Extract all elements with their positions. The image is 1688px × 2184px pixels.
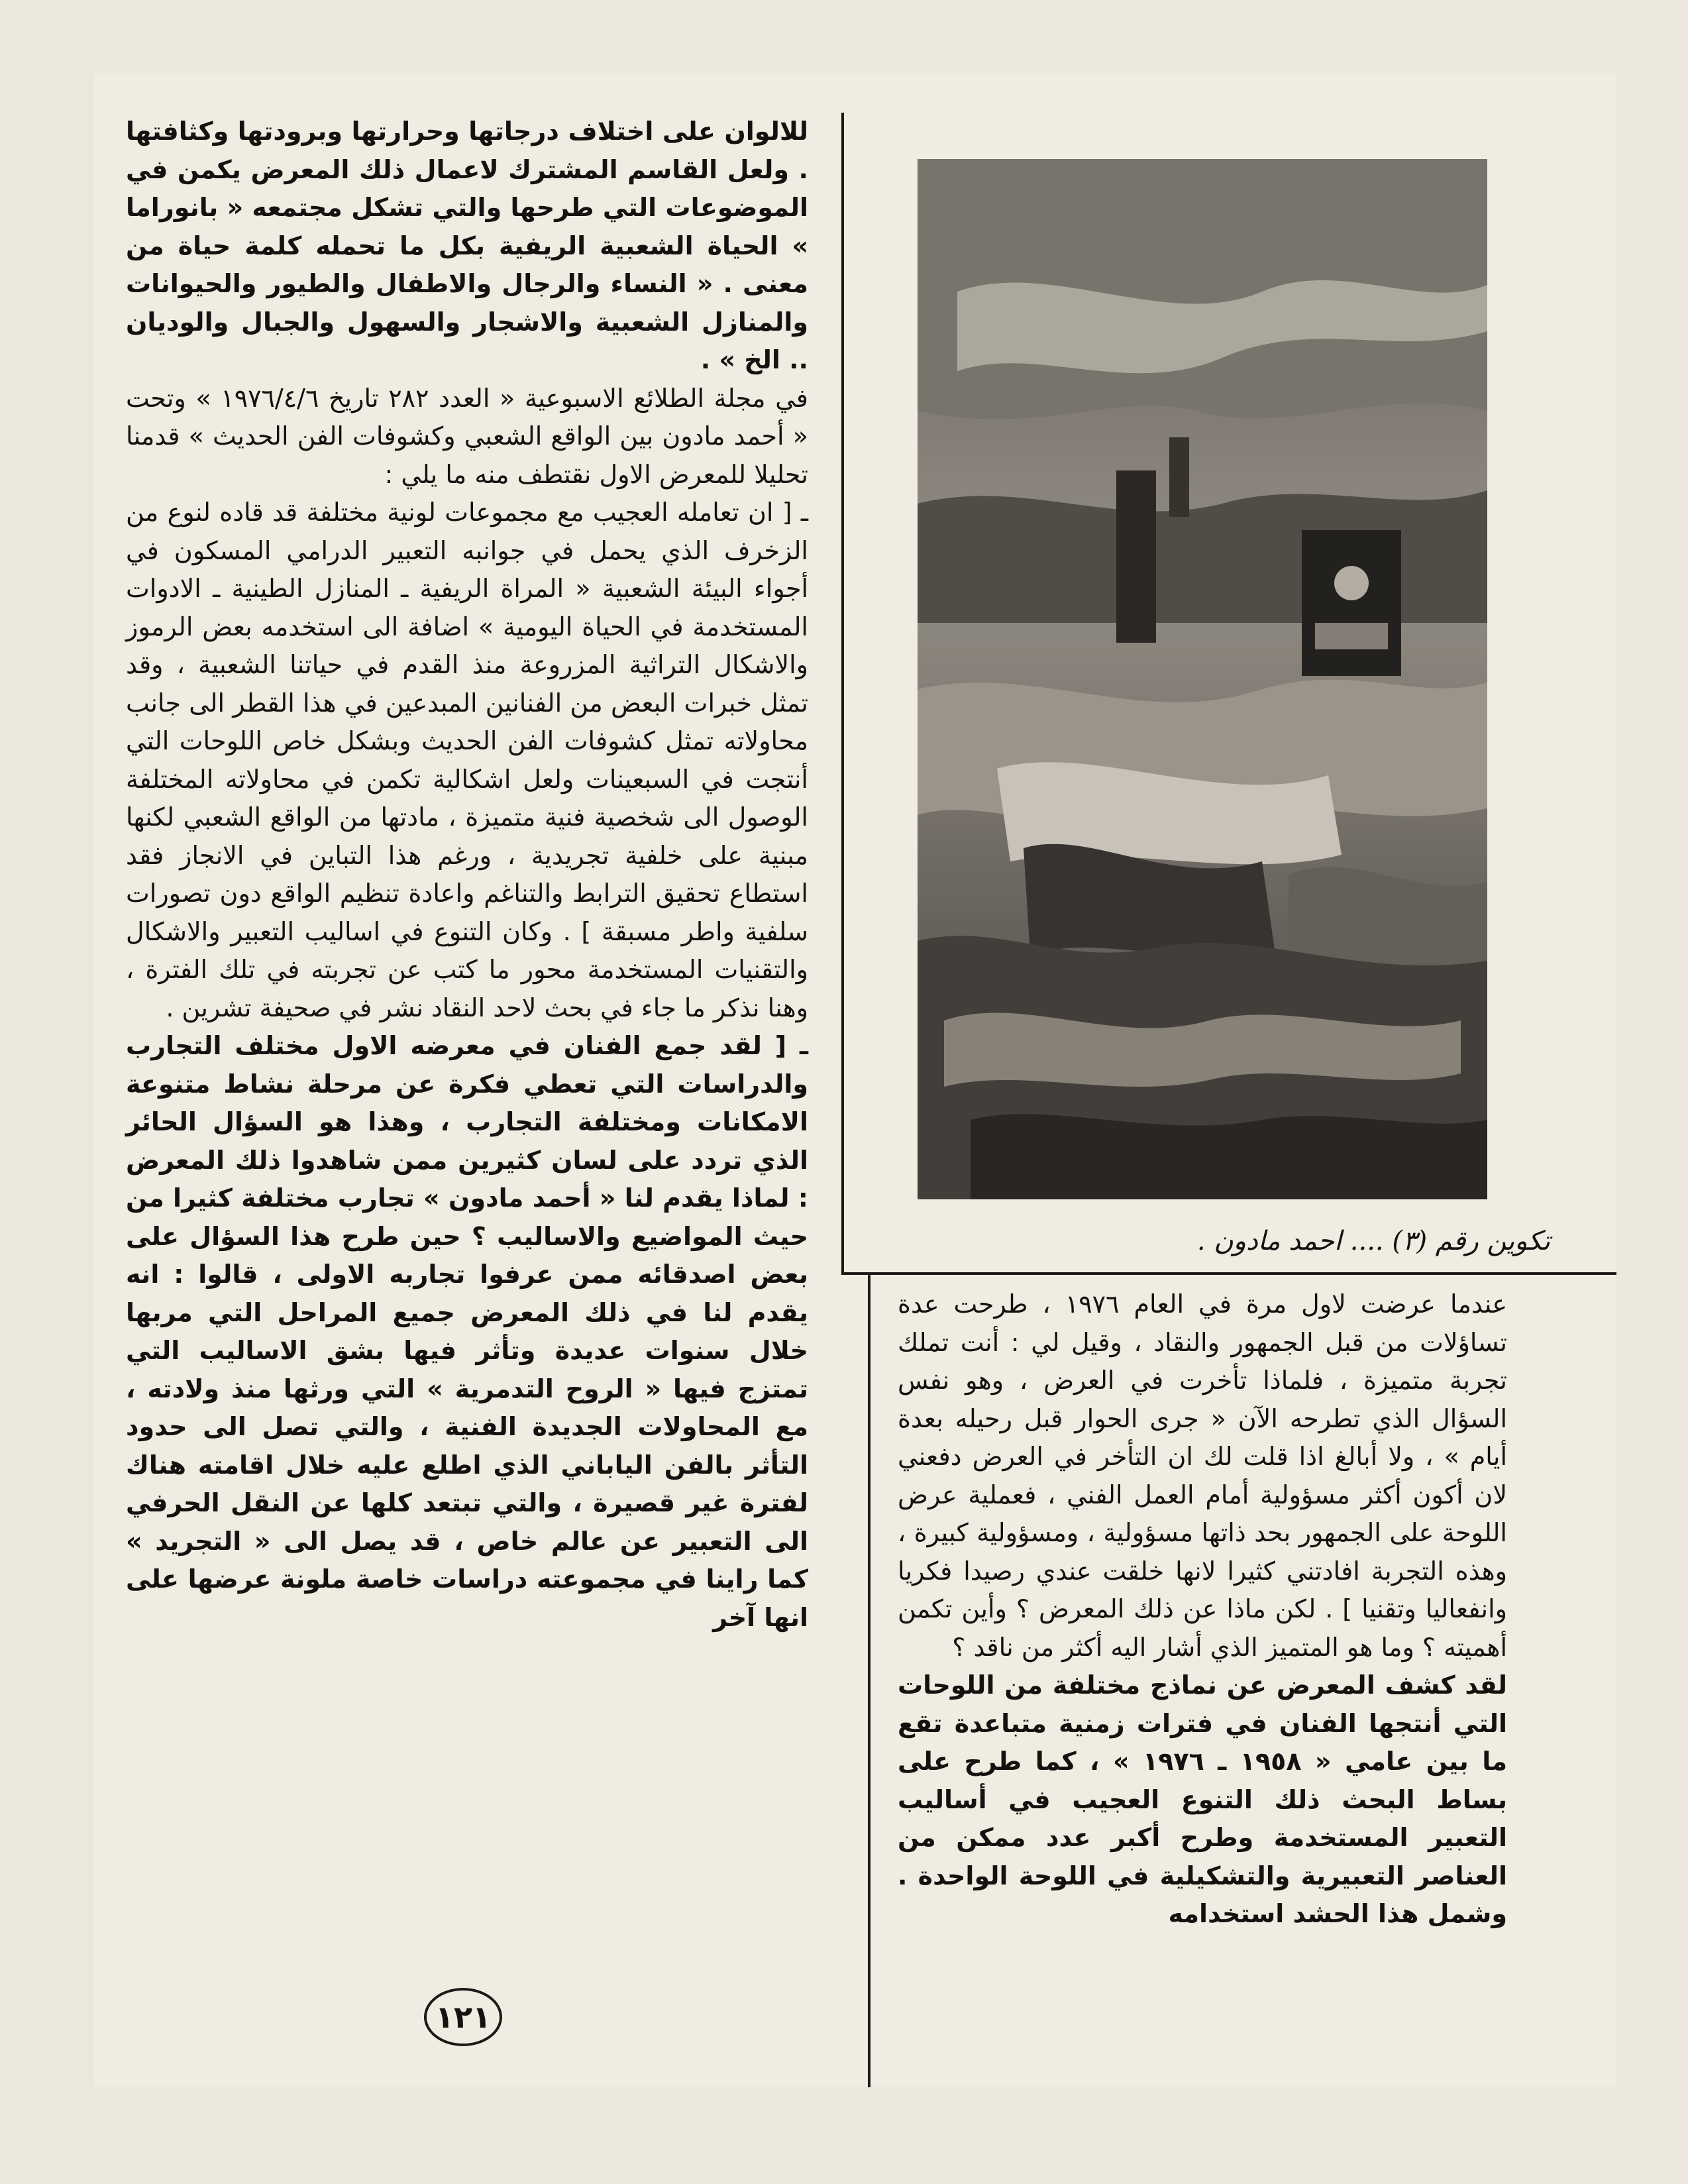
painting-photo bbox=[918, 159, 1487, 1199]
photo-caption: تكوين رقم (٣) .... احمد مادون . bbox=[1196, 1226, 1550, 1256]
page bbox=[93, 73, 1616, 2087]
box-side-rule bbox=[868, 1272, 870, 2087]
paragraph: عندما عرضت لاول مرة في العام ١٩٧٦ ، طرحت عدة تساؤلات من قبل الجمهور والنقاد ، وقيل لي : أنت تملك تجربة متميزة ، فلماذا تأخرت في العرض ، وهو نفس السؤال الذي تطرحه الآن « جرى الحوار قبل رحيله بعدة أيام » ، ولا أبالغ اذا قلت لك ان التأخر في العرض دفعني لان أكون أكثر مسؤولية أمام العمل الفني ، فعملية عرض اللوحة على الجمهور بحد ذاتها مسؤولية ، ومسؤولية كبيرة ، وهذه التجربة افادتني كثيرا لانها خلقت عندي رصيدا فكريا وانفعاليا وتقنيا ] . لكن ماذا عن ذلك المعرض ؟ وأين تكمن أهميته ؟ وما هو المتميز الذي أشار اليه أكثر من ناقد ؟ bbox=[898, 1289, 1507, 1662]
left-article-column bbox=[126, 113, 808, 2061]
paragraph: لقد كشف المعرض عن نماذج مختلفة من اللوحات التي أنتجها الفنان في فترات زمنية متباعدة تقع ما بين عامي « ١٩٥٨ ـ ١٩٧٦ » ، كما طرح على بساط البحث ذلك التنوع العجيب في أساليب التعبير المستخدمة وطرح أكبر عدد ممكن من العناصر التعبيرية والتشكيلية في اللوحة الواحدة . وشمل هذا الحشد استخدامه bbox=[898, 1670, 1507, 1928]
box-top-rule bbox=[841, 1272, 1616, 1275]
interview-box bbox=[898, 1285, 1507, 2067]
paragraph: في مجلة الطلائع الاسبوعية « العدد ٢٨٢ تاريخ ١٩٧٦/٤/٦ » وتحت « أحمد مادون بين الواقع الشعبي وكشوفات الفن الحديث » قدمنا تحليلا للمعرض الاول نقتطف منه ما يلي : bbox=[126, 383, 808, 489]
paragraph: للالوان على اختلاف درجاتها وحرارتها وبرودتها وكثافتها . ولعل القاسم المشترك لاعمال ذلك المعرض يكمن في الموضوعات التي طرحها والتي تشكل مجتمعه « بانوراما » الحياة الشعبية الريفية بكل ما تحمله كلمة حياة من معنى . « النساء والرجال والاطفال والطيور والحيوانات والمنازل الشعبية والاشجار والسهول والجبال والوديان .. الخ » . bbox=[126, 117, 808, 374]
column-divider bbox=[841, 113, 844, 1272]
paragraph: ـ [ ان تعامله العجيب مع مجموعات لونية مختلفة قد قاده لنوع من الزخرف الذي يحمل في جوانبه التعبير الدرامي المسكون في أجواء البيئة الشعبية « المراة الريفية ـ المنازل الطينية ـ الادوات المستخدمة في الحياة اليومية » اضافة الى استخدمه بعض الرموز والاشكال التراثية المزروعة منذ القدم في حياتنا الشعبية ، وقد تمثل خبرات البعض من الفنانين المبدعين في هذا القطر الى جانب محاولاته تمثل كشوفات الفن الحديث وبشكل خاص اللوحات التي أنتجت في السبعينات ولعل اشكالية تكمن في محاولاته المختلفة الوصول الى شخصية فنية متميزة ، مادتها من الواقع الشعبي لكنها مبنية على خلفية تجريدية ، ورغم هذا التباين في الانجاز فقد استطاع تحقيق الترابط والتناغم واعادة تنظيم الواقع دون تصورات سلفية واطر مسبقة ] . وكان التنوع في اساليب التعبير والاشكال والتقنيات المستخدمة محور ما كتب عن تجربته في تلك الفترة ، وهنا نذكر ما جاء في بحث لاحد النقاد نشر في صحيفة تشرين . bbox=[126, 498, 808, 1022]
paragraph: ـ [ لقد جمع الفنان في معرضه الاول مختلف التجارب والدراسات التي تعطي فكرة عن مرحلة نشاط متنوعة الامكانات ومختلفة التجارب ، وهذا هو السؤال الحائر الذي تردد على لسان كثيرين ممن شاهدوا ذلك المعرض : لماذا يقدم لنا « أحمد مادون » تجارب مختلفة كثيرا من حيث المواضيع والاساليب ؟ حين طرح هذا السؤال على بعض اصدقائه ممن عرفوا تجاربه الاولى ، قالوا : انه يقدم لنا في ذلك المعرض جميع المراحل التي مربها خلال سنوات عديدة وتأثر فيها بشق الاساليب التي تمتزج فيها « الروح التدمرية » التي ورثها منذ ولادته ، مع المحاولات الجديدة الفنية ، والتي تصل الى حدود التأثر بالفن الياباني الذي اطلع عليه خلال اقامته هناك لفترة غير قصيرة ، والتي تبتعد كلها عن النقل الحرفي الى التعبير عن عالم خاص ، قد يصل الى « التجريد » كما راينا في مجموعته دراسات خاصة ملونة عرضها على انها آخر bbox=[126, 1031, 808, 1632]
page-number: ١٢١ bbox=[424, 1988, 502, 2046]
